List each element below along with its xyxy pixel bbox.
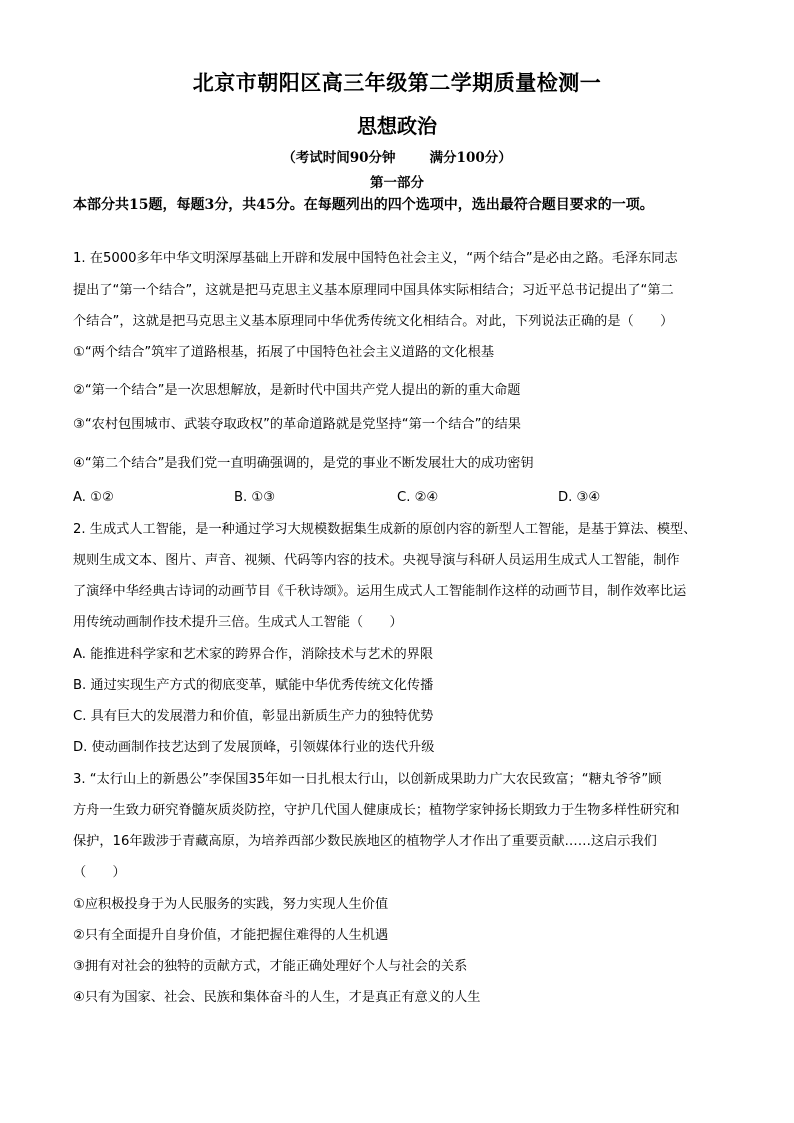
q1-statement: ④“第二个结合”是我们党一直明确强调的，是党的事业不断发展壮大的成功密钥 (73, 456, 534, 471)
q3-statement: ①应积极投身于为人民服务的实践，努力实现人生价值 (73, 897, 389, 912)
q3-statement: ②只有全面提升自身价值，才能把握住难得的人生机遇 (73, 928, 389, 943)
q2-option-d[interactable]: D. 使动画制作技艺达到了发展顶峰，引领媒体行业的迭代升级 (73, 740, 435, 755)
full-score: 满分100分） (429, 150, 512, 166)
section-instructions: 本部分共15题，每题3分，共45分。在每题列出的四个选项中，选出最符合题目要求的一项。 (73, 197, 654, 213)
q1-statement: ③“农村包围城市、武装夺取政权”的革命道路就是党坚持“第一个结合”的结果 (73, 417, 521, 432)
q3-statement: ③拥有对社会的独特的贡献方式，才能正确处理好个人与社会的关系 (73, 959, 468, 974)
q2-stem-line: 了演绎中华经典古诗词的动画节目《千秋诗颂》。运用生成式人工智能制作这样的动画节目，制作效率比运 (73, 584, 687, 599)
q1-statement: ②“第一个结合”是一次思想解放，是新时代中国共产党人提出的新的重大命题 (73, 383, 521, 398)
q2-stem-line: 2. 生成式人工智能，是一种通过学习大规模数据集生成新的原创内容的新型人工智能，是基于算法、模型、 (73, 522, 697, 537)
q3-stem-line: 保护，16年跋涉于青藏高原，为培养西部少数民族地区的植物学人才作出了重要贡献……这启示我们 (73, 834, 657, 849)
q3-stem-line: 3. “太行山上的新愚公”李保国35年如一日扎根太行山，以创新成果助力广大农民致富；“糖丸爷爷”顾 (73, 772, 662, 787)
subject-title: 思想政治 (357, 114, 437, 138)
q1-stem-line: 个结合”，这就是把马克思主义基本原理同中华优秀传统文化相结合。对此，下列说法正确的是（ ） (73, 314, 674, 329)
q2-option-b[interactable]: B. 通过实现生产方式的彻底变革，赋能中华优秀传统文化传播 (73, 678, 434, 693)
q3-stem-line: （ ） (73, 865, 126, 880)
q1-statement: ①“两个结合”筑牢了道路根基，拓展了中国特色社会主义道路的文化根基 (73, 345, 495, 360)
q3-stem-line: 方舟一生致力研究脊髓灰质炎防控，守护几代国人健康成长；植物学家钟扬长期致力于生物多样性研究和 (73, 803, 680, 818)
q2-option-c[interactable]: C. 具有巨大的发展潜力和价值，彰显出新质生产力的独特优势 (73, 709, 434, 724)
q1-option-a[interactable]: A. ①② (73, 490, 114, 505)
q2-stem-line: 用传统动画制作技术提升三倍。生成式人工智能（ ） (73, 615, 403, 630)
q1-option-d[interactable]: D. ③④ (558, 490, 601, 505)
exam-info (0, 146, 794, 166)
q3-statement: ④只有为国家、社会、民族和集体奋斗的人生，才是真正有意义的人生 (73, 990, 481, 1005)
q2-option-a[interactable]: A. 能推进科学家和艺术家的跨界合作，消除技术与艺术的界限 (73, 647, 434, 662)
q1-option-c[interactable]: C. ②④ (397, 490, 439, 505)
part-heading: 第一部分 (370, 175, 424, 191)
exam-title: 北京市朝阳区高三年级第二学期质量检测一 (192, 70, 602, 95)
q1-option-b[interactable]: B. ①③ (234, 490, 276, 505)
exam-time: （考试时间90分钟 (282, 150, 396, 166)
q1-stem-line: 1. 在5000多年中华文明深厚基础上开辟和发展中国特色社会主义，“两个结合”是必由之路。毛泽东同志 (73, 251, 678, 266)
q2-stem-line: 规则生成文本、图片、声音、视频、代码等内容的技术。央视导演与科研人员运用生成式人工智能，制作 (73, 553, 680, 568)
q1-stem-line: 提出了“第一个结合”，这就是把马克思主义基本原理同中国具体实际相结合；习近平总书记提出了“第二 (73, 283, 674, 298)
